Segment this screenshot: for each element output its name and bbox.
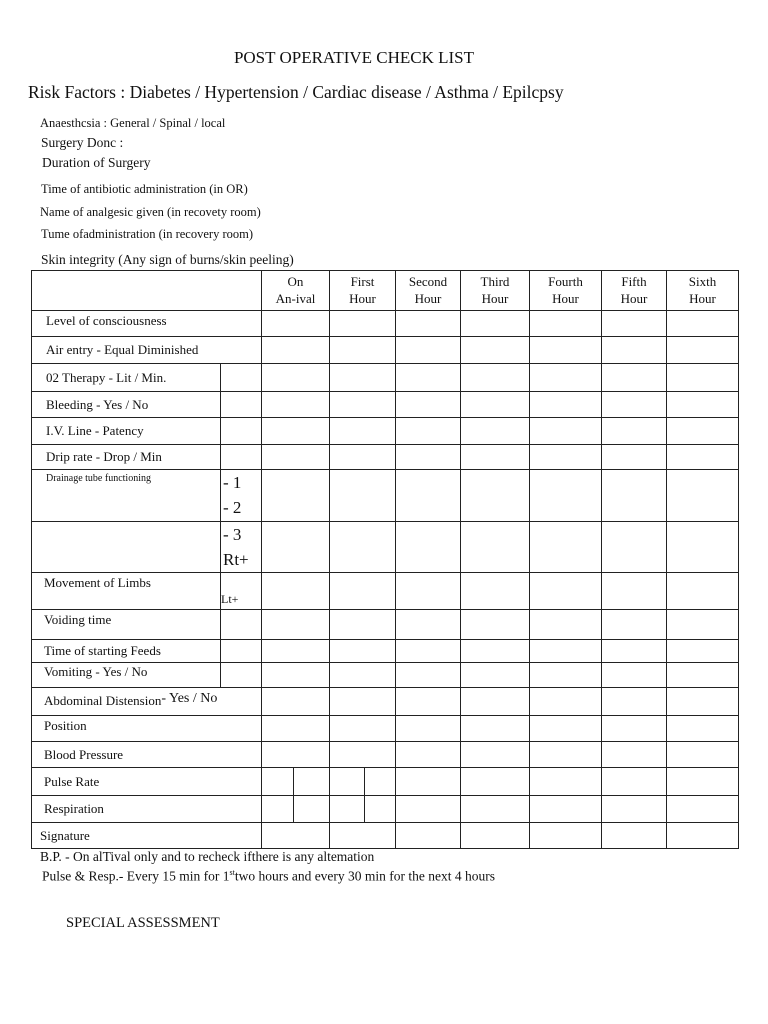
cell[interactable] [602,640,667,663]
cell[interactable] [396,663,461,688]
cell[interactable] [602,768,667,796]
page-title: POST OPERATIVE CHECK LIST [233,48,475,67]
row-label-iv-line: I.V. Line - Patency [32,418,221,445]
col-first-hour: First Hour [330,271,396,311]
table-row [32,470,739,522]
table-row [32,573,739,610]
cell[interactable] [602,573,667,610]
table-row [32,392,739,418]
cell[interactable] [602,823,667,849]
cell[interactable] [602,392,667,418]
cell[interactable] [330,823,396,849]
col-fourth-hour: Fourth Hour [530,271,602,311]
row-label-respiration: Respiration [32,796,262,823]
row-label-o2-therapy: 02 Therapy - Lit / Min. [32,364,221,392]
cell[interactable] [602,418,667,445]
cell[interactable] [530,663,602,688]
cell[interactable] [602,522,667,573]
cell[interactable] [262,311,330,337]
cell[interactable] [330,573,396,610]
col-fifth-hour: Fifth Hour [602,271,667,311]
table-row [32,337,739,364]
cell[interactable] [396,823,461,849]
cell[interactable] [396,573,461,610]
cell[interactable] [461,610,530,640]
row-label-bp: Blood Pressure [32,742,262,768]
cell[interactable] [262,823,330,849]
cell[interactable] [602,470,667,522]
cell[interactable] [667,445,739,470]
cell[interactable] [530,768,602,796]
antibiotic-time-line: Time of antibiotic administration (in OR) [41,182,248,196]
cell[interactable] [461,768,530,796]
cell[interactable] [461,470,530,522]
cell[interactable] [262,610,330,640]
cell[interactable] [330,640,396,663]
cell[interactable] [667,392,739,418]
cell[interactable] [530,823,602,849]
cell[interactable] [667,610,739,640]
cell[interactable] [667,688,739,716]
row-label-feeds: Time of starting Feeds [32,640,221,663]
cell[interactable] [530,445,602,470]
bp-footnote: B.P. - On alTival only and to recheck ifthere is any altemation [40,849,375,864]
cell[interactable] [396,716,461,742]
cell[interactable] [602,796,667,823]
cell[interactable] [330,610,396,640]
cell[interactable] [396,522,461,573]
cell[interactable] [396,742,461,768]
cell[interactable] [667,364,739,392]
cell[interactable] [396,688,461,716]
row-label-voiding: Voiding time [32,610,221,640]
cell[interactable] [461,796,530,823]
cell[interactable] [667,663,739,688]
cell[interactable] [461,823,530,849]
header-row [32,271,739,311]
row-label-air-entry: Air entry - Equal Diminished [32,337,262,364]
cell[interactable] [396,470,461,522]
cell[interactable] [221,640,262,663]
cell[interactable] [330,716,396,742]
table-row [32,640,739,663]
cell[interactable] [667,823,739,849]
cell[interactable] [330,445,396,470]
cell[interactable] [530,742,602,768]
cell[interactable] [530,418,602,445]
cell[interactable] [330,688,396,716]
cell[interactable] [461,640,530,663]
split-cell [330,796,396,823]
cell[interactable] [461,364,530,392]
cell[interactable] [530,688,602,716]
cell[interactable] [667,768,739,796]
duration-line: Duration of Surgery [42,155,151,170]
cell[interactable] [667,522,739,573]
col-second-hour: Second Hour [396,271,461,311]
cell[interactable] [262,418,330,445]
cell[interactable] [602,610,667,640]
cell[interactable] [221,445,262,470]
administration-time-line: Tume ofadministration (in recovery room) [41,227,253,241]
cell[interactable] [667,337,739,364]
cell[interactable] [461,688,530,716]
cell[interactable] [667,796,739,823]
cell[interactable] [396,337,461,364]
split-cell [262,768,330,796]
row-label-drip-rate: Drip rate - Drop / Min [32,445,221,470]
blank-label-cell [32,522,221,573]
row-label-pulse: Pulse Rate [32,768,262,796]
cell[interactable] [330,470,396,522]
cell[interactable] [461,663,530,688]
cell[interactable] [396,768,461,796]
cell[interactable] [530,337,602,364]
cell[interactable] [330,392,396,418]
cell[interactable] [461,573,530,610]
cell[interactable] [530,470,602,522]
cell[interactable] [602,445,667,470]
cell[interactable] [262,688,330,716]
row-label-position: Position [32,716,262,742]
table-row [32,663,739,688]
cell[interactable] [221,364,262,392]
col-third-hour: Third Hour [461,271,530,311]
cell[interactable] [396,640,461,663]
cell[interactable] [396,311,461,337]
limbs-lt: Lt+ [221,573,262,610]
cell[interactable] [461,392,530,418]
surgery-done-line: Surgery Donc : [41,135,124,150]
cell[interactable] [221,663,262,688]
drain-numbers-1-2: - 1 - 2 [221,470,262,522]
row-label-signature: Signature [32,823,262,849]
cell[interactable] [461,716,530,742]
cell[interactable] [461,337,530,364]
cell[interactable] [262,640,330,663]
cell[interactable] [602,742,667,768]
cell[interactable] [461,522,530,573]
anaesthesia-line: Anaesthcsia : General / Spinal / local [40,116,226,130]
cell[interactable] [530,716,602,742]
cell[interactable] [330,337,396,364]
cell[interactable] [330,742,396,768]
cell[interactable] [602,364,667,392]
cell[interactable] [667,742,739,768]
cell[interactable] [330,364,396,392]
cell[interactable] [602,663,667,688]
split-cell [330,768,396,796]
cell[interactable] [602,337,667,364]
table-row [32,418,739,445]
row-label-limbs: Movement of Limbs [32,573,221,610]
col-sixth-hour: Sixth Hour [667,271,739,311]
table-row [32,823,739,849]
cell[interactable] [262,716,330,742]
cell[interactable] [461,742,530,768]
cell[interactable] [602,311,667,337]
cell[interactable] [530,392,602,418]
checklist-table [31,270,739,849]
row-label-drainage: Drainage tube functioning [32,470,221,522]
cell[interactable] [262,392,330,418]
cell[interactable] [602,716,667,742]
table-row [32,796,739,823]
cell[interactable] [396,610,461,640]
cell[interactable] [262,364,330,392]
cell[interactable] [530,640,602,663]
pulse-footnote: Pulse & Resp.- Every 15 min for 1sttwo hours and every 30 min for the next 4 hours [42,868,496,884]
row-label-vomiting: Vomiting - Yes / No [32,663,221,688]
cell[interactable] [396,392,461,418]
cell[interactable] [262,573,330,610]
col-on-arrival: On An-ival [262,271,330,311]
cell[interactable] [330,663,396,688]
cell[interactable] [262,522,330,573]
skin-integrity-line: Skin integrity (Any sign of burns/skin peeling) [41,252,294,267]
table-row [32,716,739,742]
cell[interactable] [530,311,602,337]
cell[interactable] [262,337,330,364]
cell[interactable] [330,311,396,337]
cell[interactable] [667,716,739,742]
table-row [32,688,739,716]
cell[interactable] [667,311,739,337]
abdominal-yes-no: - Yes / No [161,691,218,706]
cell[interactable] [221,418,262,445]
cell[interactable] [262,663,330,688]
table-row [32,445,739,470]
row-label-abdominal: Abdominal Distension- Yes / No [32,688,262,716]
header-blank [32,271,262,311]
table-row [32,311,739,337]
cell[interactable] [396,445,461,470]
table-row [32,364,739,392]
analgesic-name-line: Name of analgesic given (in recovety room) [40,205,261,219]
cell[interactable] [221,392,262,418]
cell[interactable] [667,418,739,445]
cell[interactable] [530,522,602,573]
split-cell [262,796,330,823]
cell[interactable] [530,364,602,392]
cell[interactable] [602,688,667,716]
cell[interactable] [461,445,530,470]
table-row [32,742,739,768]
cell[interactable] [330,418,396,445]
cell[interactable] [530,610,602,640]
table-row [32,522,739,573]
cell[interactable] [262,445,330,470]
cell[interactable] [530,573,602,610]
cell[interactable] [221,610,262,640]
cell[interactable] [262,470,330,522]
cell[interactable] [330,522,396,573]
cell[interactable] [461,311,530,337]
cell[interactable] [396,364,461,392]
table-row [32,610,739,640]
cell[interactable] [396,418,461,445]
special-assessment-heading: SPECIAL ASSESSMENT [66,915,220,931]
row-label-consciousness: Level of consciousness [32,311,262,337]
cell[interactable] [262,742,330,768]
risk-factors: Risk Factors : Diabetes / Hypertension / Cardiac disease / Asthma / Epilcpsy [28,82,564,102]
cell[interactable] [667,470,739,522]
cell[interactable] [667,573,739,610]
drain-number-3-rt: - 3 Rt+ [221,522,262,573]
cell[interactable] [461,418,530,445]
cell[interactable] [396,796,461,823]
row-label-bleeding: Bleeding - Yes / No [32,392,221,418]
cell[interactable] [667,640,739,663]
cell[interactable] [530,796,602,823]
table-row [32,768,739,796]
